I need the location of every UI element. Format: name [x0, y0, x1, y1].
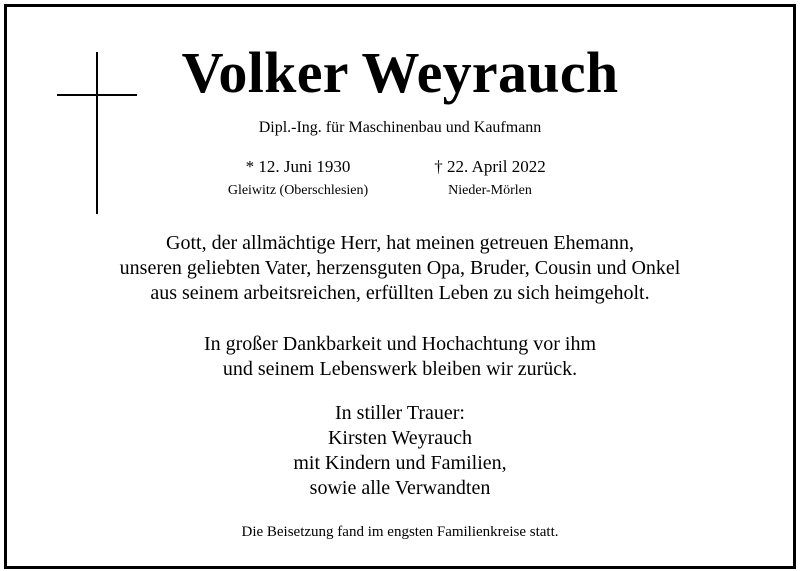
gratitude-line: und seinem Lebenswerk bleiben wir zurück.	[222, 358, 578, 380]
message-paragraph	[0, 231, 800, 306]
burial-note: Die Beisetzung fand im engsten Familienkreise statt.	[241, 524, 559, 540]
mourners-line: Kirsten Weyrauch	[327, 427, 473, 449]
mourners-line: In stiller Trauer:	[335, 402, 465, 424]
deceased-title: Dipl.-Ing. für Maschinenbau und Kaufmann	[258, 119, 542, 136]
gratitude-paragraph	[0, 332, 800, 382]
mourners-paragraph	[0, 401, 800, 501]
birth-place: Gleiwitz (Oberschlesien)	[227, 183, 369, 198]
mourners-line: mit Kindern und Familien,	[293, 452, 507, 474]
mourners-line: sowie alle Verwandten	[309, 477, 491, 499]
deceased-name: Volker Weyrauch	[181, 40, 619, 105]
death-info	[380, 156, 600, 200]
life-dates	[0, 156, 800, 206]
message-line: aus seinem arbeitsreichen, erfüllten Leben zu sich heimgeholt.	[150, 282, 650, 304]
message-line: Gott, der allmächtige Herr, hat meinen getreuen Ehemann,	[166, 232, 634, 254]
gratitude-line: In großer Dankbarkeit und Hochachtung vor ihm	[203, 333, 597, 355]
birth-info	[188, 156, 408, 200]
death-place: Nieder-Mörlen	[448, 183, 532, 198]
message-line: unseren geliebten Vater, herzensguten Opa, Bruder, Cousin und Onkel	[119, 257, 681, 279]
birth-date: * 12. Juni 1930	[245, 157, 351, 176]
death-date: † 22. April 2022	[434, 157, 546, 176]
